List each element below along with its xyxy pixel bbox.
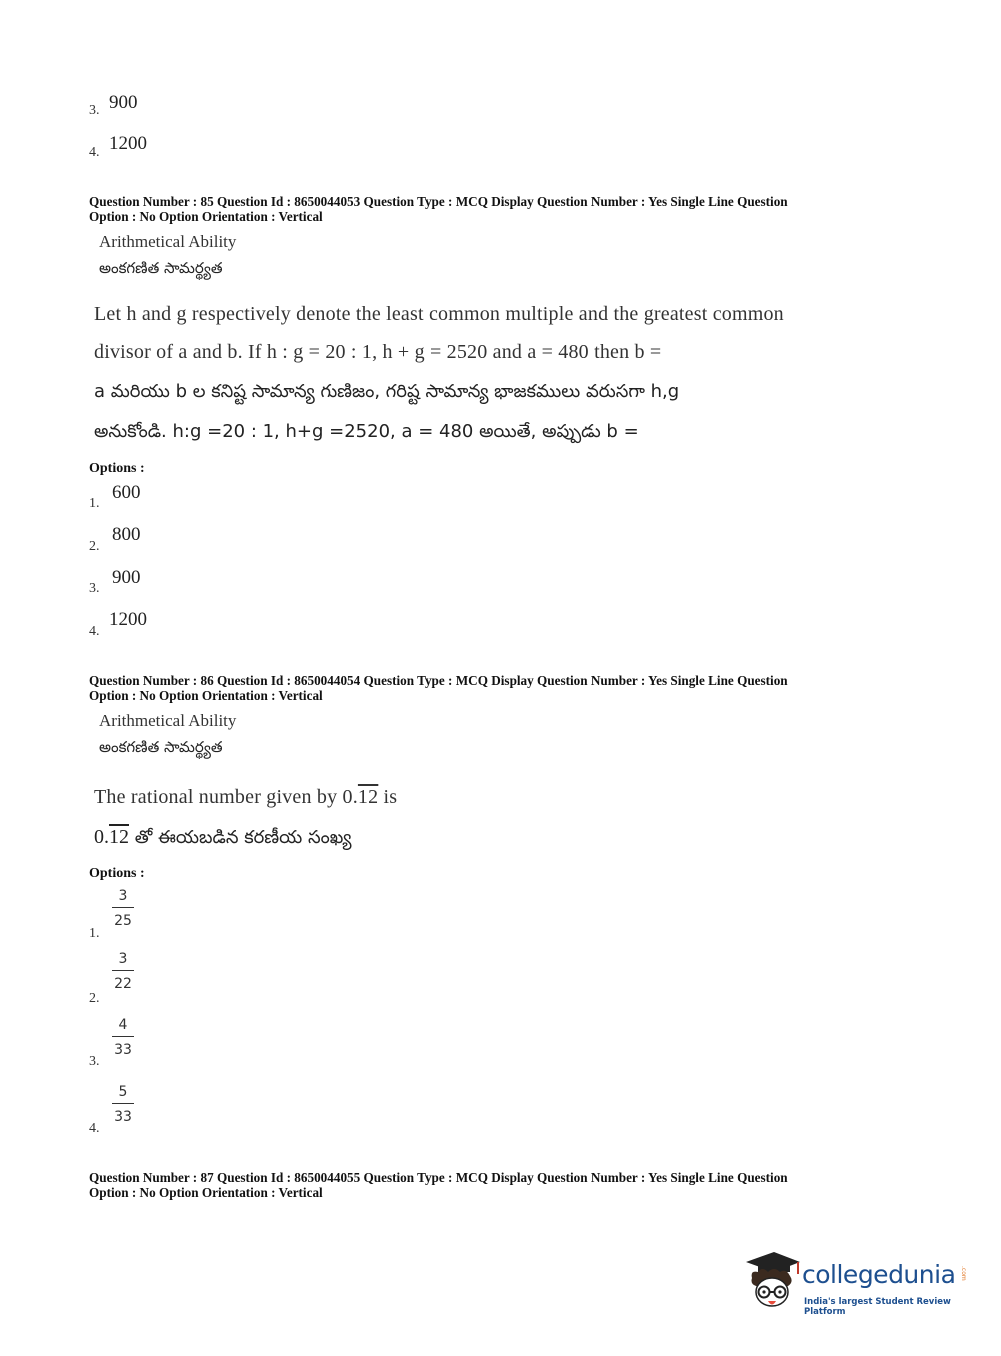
fraction-numerator: 4 <box>118 1017 128 1033</box>
question-text-telugu <box>94 826 351 852</box>
option-number: 1. <box>89 496 100 511</box>
logo-wordmark: collegedunia <box>802 1260 956 1289</box>
option-value: 600 <box>112 482 141 503</box>
fraction-numerator: 5 <box>118 1084 128 1100</box>
question-meta <box>89 194 889 224</box>
question-text-english <box>94 786 397 809</box>
collegedunia-logo <box>742 1248 972 1318</box>
fraction-bar <box>112 1036 134 1037</box>
option-number: 4. <box>89 145 100 160</box>
subject-telugu: అంకగణిత సామర్థ్యత <box>99 259 223 277</box>
fraction-denominator: 25 <box>114 913 132 929</box>
question-meta <box>89 1170 889 1200</box>
option-number: 3. <box>89 103 100 118</box>
option-number: 3. <box>89 581 100 596</box>
fraction-numerator: 3 <box>118 951 128 967</box>
option-value: 1200 <box>109 609 147 630</box>
option-number: 2. <box>89 991 100 1006</box>
option-value: 900 <box>112 567 141 588</box>
fraction-denominator: 33 <box>114 1109 132 1125</box>
question-text-telugu-line1: a మరియు b ల కనిష్ట సామాన్య గుణిజం, గరిష్ట సామాన్య భాజకములు వరుసగా h,g <box>94 381 680 402</box>
logo-tagline: India's largest Student Review Platform <box>804 1297 951 1317</box>
option-number: 4. <box>89 1121 100 1136</box>
logo-suffix: .com <box>960 1266 967 1281</box>
subject-english: Arithmetical Ability <box>99 711 237 730</box>
fraction-bar <box>112 970 134 971</box>
question-meta-line1: Question Number : 87 Question Id : 8650044055 Question Type : MCQ Display Question Number : Yes Single Line Question <box>89 1170 788 1185</box>
mascot-icon <box>742 1248 804 1314</box>
question-text-english-pre: The rational number given by 0. <box>94 786 358 808</box>
question-text-telugu-line2: అనుకోండి. h:g =20 : 1, h+g =2520, a = 480 అయితే, అప్పుడు b = <box>94 421 639 442</box>
question-meta <box>89 673 889 703</box>
options-label: Options : <box>89 866 145 881</box>
option-number: 4. <box>89 624 100 639</box>
options-label: Options : <box>89 461 145 476</box>
question-text-telugu-pre: 0. <box>94 826 109 848</box>
question-meta-line2: Option : No Option Orientation : Vertical <box>89 688 323 703</box>
fraction <box>112 1016 134 1059</box>
fraction <box>112 1083 134 1126</box>
question-meta-line2: Option : No Option Orientation : Vertical <box>89 209 323 224</box>
subject-english: Arithmetical Ability <box>99 232 237 251</box>
question-meta-line2: Option : No Option Orientation : Vertical <box>89 1185 323 1200</box>
repeating-digits: 12 <box>109 826 129 848</box>
question-text-telugu-post: తో ఈయబడిన కరణీయ సంఖ్య <box>129 827 352 848</box>
fraction-bar <box>112 907 134 908</box>
fraction <box>112 950 134 993</box>
question-text-english-post: is <box>378 786 398 808</box>
fraction-numerator: 3 <box>118 888 128 904</box>
option-value: 800 <box>112 524 141 545</box>
option-value: 1200 <box>109 133 147 154</box>
fraction <box>112 887 134 930</box>
option-number: 2. <box>89 539 100 554</box>
question-text-english-line2: divisor of a and b. If h : g = 20 : 1, h + g = 2520 and a = 480 then b = <box>94 341 662 363</box>
fraction-bar <box>112 1103 134 1104</box>
option-number: 1. <box>89 926 100 941</box>
question-meta-line1: Question Number : 85 Question Id : 8650044053 Question Type : MCQ Display Question Number : Yes Single Line Question <box>89 194 788 209</box>
subject-telugu: అంకగణిత సామర్థ్యత <box>99 738 223 756</box>
option-number: 3. <box>89 1054 100 1069</box>
option-value: 900 <box>109 92 138 113</box>
fraction-denominator: 22 <box>114 976 132 992</box>
question-meta-line1: Question Number : 86 Question Id : 8650044054 Question Type : MCQ Display Question Number : Yes Single Line Question <box>89 673 788 688</box>
question-text-english-line1: Let h and g respectively denote the least common multiple and the greatest common <box>94 303 784 325</box>
fraction-denominator: 33 <box>114 1042 132 1058</box>
repeating-digits: 12 <box>357 786 379 808</box>
